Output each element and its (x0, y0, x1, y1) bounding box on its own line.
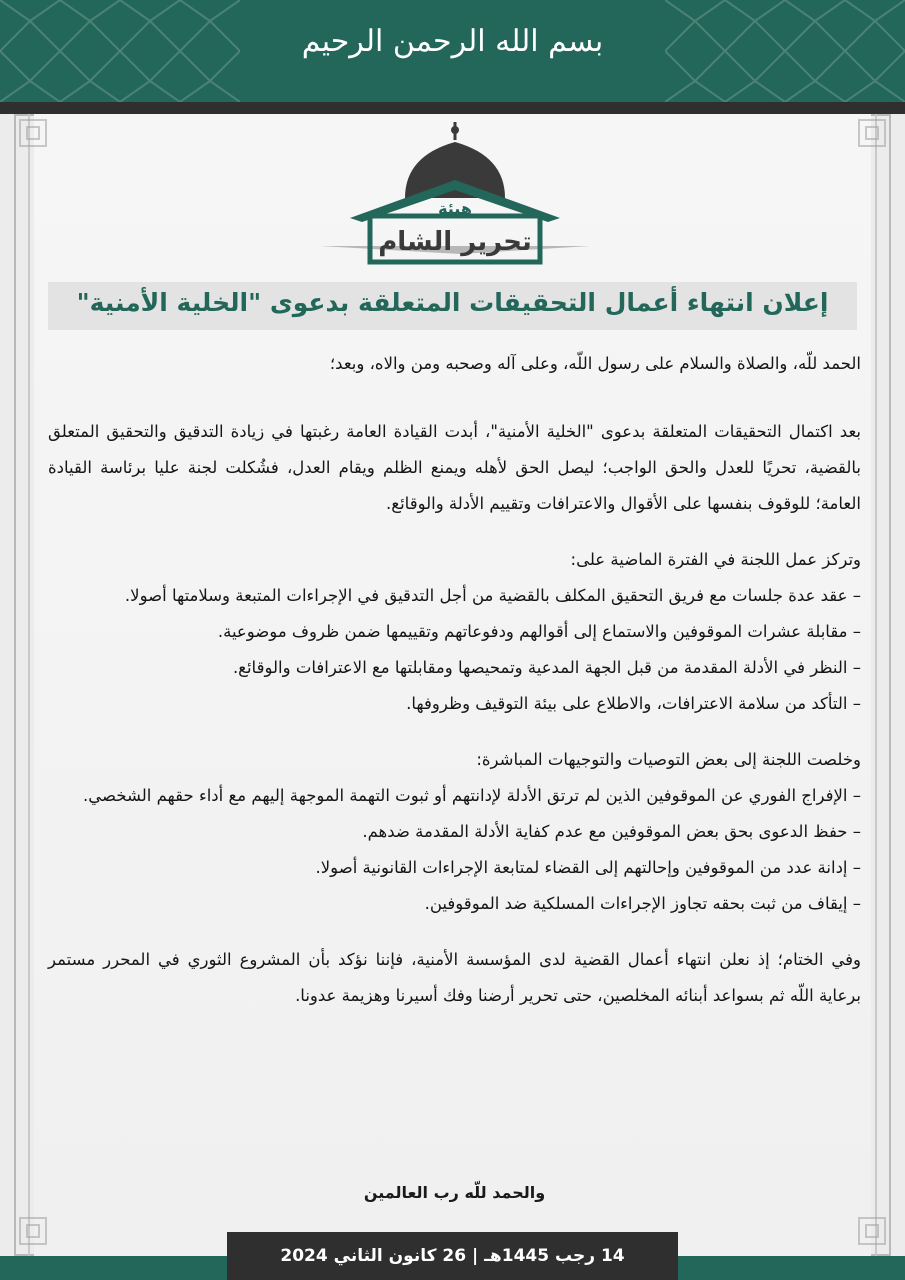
corner-ornament-icon (855, 1214, 889, 1248)
list-item: – الإفراج الفوري عن الموقوفين الذين لم ترتق الأدلة لإدانتهم أو ثبوت التهمة الموجهة إليهم مع أداء حقهم الشخصي. (83, 786, 861, 805)
list-item: – النظر في الأدلة المقدمة من قبل الجهة المدعية وتمحيصها ومقابلتها مع الاعترافات والوقائع. (232, 658, 861, 677)
list-item: – إيقاف من ثبت بحقه تجاوز الإجراءات المسلكية ضد الموقوفين. (424, 894, 861, 913)
basmala-calligraphy: بسم الله الرحمن الرحيم (301, 24, 604, 59)
document-body (48, 346, 861, 1014)
conclusion-paragraph: وفي الختام؛ إذ نعلن انتهاء أعمال القضية لدى المؤسسة الأمنية، فإننا نؤكد بأن المشروع الثوري في المحرر مستمر برعاية اللّه ثم بسواعد أبنائه المخلصين، حتى تحرير أرضنا وفك أسيرنا وهزيمة عدونا. (48, 950, 861, 1005)
corner-ornament-icon (16, 116, 50, 150)
closing-line: والحمد للّه رب العالمين (363, 1183, 546, 1202)
intro-paragraph: بعد اكتمال التحقيقات المتعلقة بدعوى "الخلية الأمنية"، أبدت القيادة العامة رغبتها في زيادة التدقيق والتحقيق المتعلق بالقضية، تحريًا للعدل والحق الواجب؛ ليصل الحق لأهله ويمنع الظلم ويقام العدل، فشُكلت لجنة عليا برئاسة القيادة العامة؛ للوقوف بنفسها على الأقوال والاعترافات وتقييم الأدلة والوقائع. (48, 422, 861, 513)
opening-paragraph: الحمد للّه، والصلاة والسلام على رسول اللّه، وعلى آله وصحبه ومن والاه، وبعد؛ (329, 354, 861, 373)
list-item: – عقد عدة جلسات مع فريق التحقيق المكلف بالقضية من أجل التدقيق في الإجراءات المتبعة وسلامتها أصولا. (124, 586, 861, 605)
list-item: – مقابلة عشرات الموقوفين والاستماع إلى أقوالهم ودفوعاتهم وتقييمها ضمن ظروف موضوعية. (217, 622, 861, 641)
list-item: – التأكد من سلامة الاعترافات، والاطلاع على بيئة التوقيف وظروفها. (406, 694, 861, 713)
top-banner (0, 0, 905, 102)
date-label: 14 رجب 1445هـ | 26 كانون الثاني 2024 (227, 1232, 678, 1280)
work-heading: وتركز عمل اللجنة في الفترة الماضية على: (570, 550, 861, 569)
top-divider-band (0, 102, 905, 114)
list-item: – حفظ الدعوى بحق بعض الموقوفين مع عدم كفاية الأدلة المقدمة ضدهم. (362, 822, 861, 841)
organization-logo (310, 118, 600, 270)
logo-text-main: تحرير الشام (378, 227, 532, 257)
results-heading: وخلصت اللجنة إلى بعض التوصيات والتوجيهات المباشرة: (476, 750, 861, 769)
page-title: إعلان انتهاء أعمال التحقيقات المتعلقة بدعوى "الخلية الأمنية" (76, 288, 829, 317)
logo-text-small: هيئة (438, 199, 472, 218)
corner-ornament-icon (16, 1214, 50, 1248)
corner-ornament-icon (855, 116, 889, 150)
list-item: – إدانة عدد من الموقوفين وإحالتهم إلى القضاء لمتابعة الإجراءات القانونية أصولا. (315, 858, 861, 877)
